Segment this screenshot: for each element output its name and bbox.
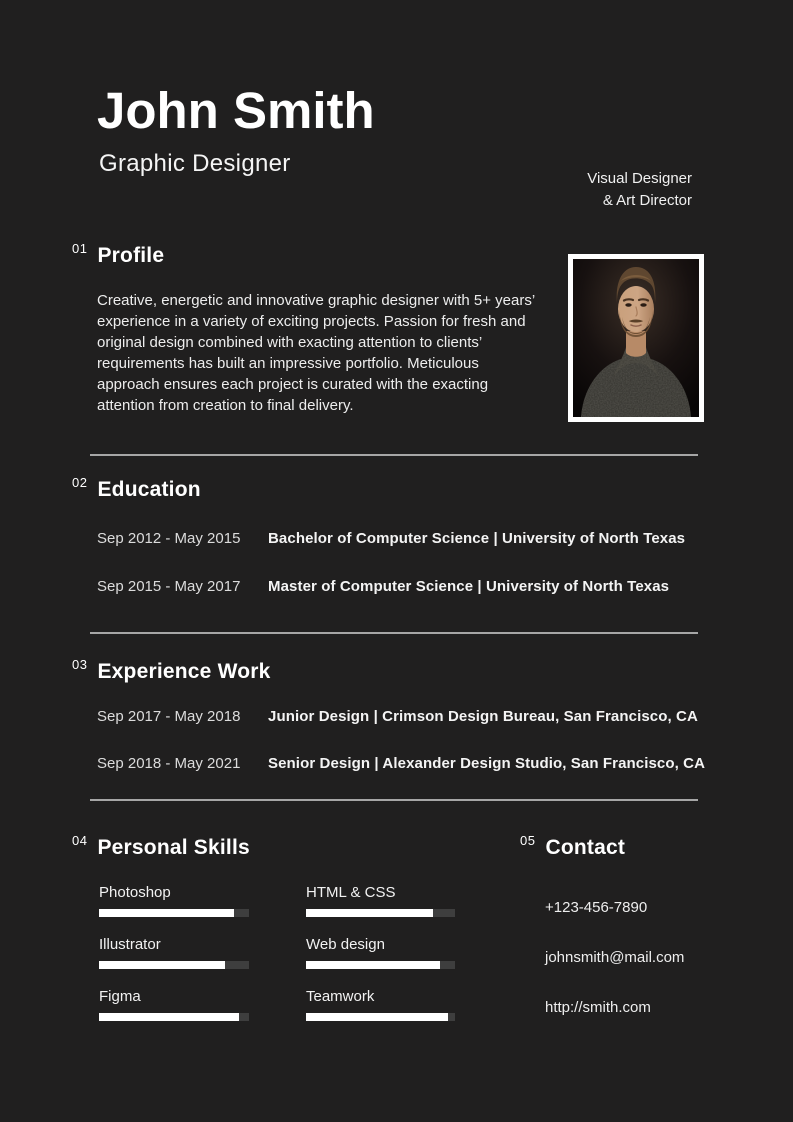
skill-bar-fill	[99, 1013, 239, 1021]
section-title-education: Education	[97, 478, 201, 501]
education-row	[97, 529, 685, 548]
person-job-title: Graphic Designer	[99, 150, 291, 177]
tagline-line1: Visual Designer	[587, 170, 692, 187]
divider	[90, 632, 698, 634]
profile-summary: Creative, energetic and innovative graphic designer with 5+ years’ experience in a variety of exciting projects. Passion for fresh and original design combined with exacting attention to clients’ requirements has built an impressive portfolio. Meticulous approach ensures each project is curated with the exacting attention from creation to final delivery.	[97, 292, 535, 414]
skill-bar-fill	[306, 961, 440, 969]
skill-label: Teamwork	[306, 988, 375, 1005]
portrait-illustration	[573, 259, 699, 417]
education-detail: Bachelor of Computer Science | University of North Texas	[268, 530, 686, 547]
section-heading-education	[72, 475, 201, 502]
experience-dates: Sep 2018 - May 2021	[97, 755, 241, 772]
education-detail: Master of Computer Science | University of North Texas	[268, 578, 670, 595]
skill-bar-fill	[99, 961, 225, 969]
divider	[90, 799, 698, 801]
section-heading-skills	[72, 833, 250, 860]
experience-row	[97, 754, 705, 773]
skill-bar-fill	[306, 1013, 448, 1021]
skill-bar-track	[99, 961, 249, 969]
section-heading-experience	[72, 657, 271, 684]
skill-bar-fill	[99, 909, 234, 917]
skill-web-design	[306, 936, 455, 969]
section-title-profile: Profile	[97, 244, 165, 267]
skill-label: HTML & CSS	[306, 884, 396, 901]
section-title-skills: Personal Skills	[97, 836, 250, 859]
skill-bar-track	[306, 909, 455, 917]
tagline-line2: & Art Director	[602, 192, 692, 209]
skills-grid	[99, 884, 455, 1021]
section-number-profile: 01	[72, 241, 88, 256]
section-number-contact: 05	[520, 833, 536, 848]
skill-label: Photoshop	[99, 884, 171, 901]
section-number-experience: 03	[72, 657, 88, 672]
section-title-experience: Experience Work	[97, 660, 271, 683]
section-number-skills: 04	[72, 833, 88, 848]
skill-photoshop	[99, 884, 249, 917]
education-row	[97, 577, 669, 596]
skill-bar-track	[99, 1013, 249, 1021]
skill-bar-track	[99, 909, 249, 917]
divider	[90, 454, 698, 456]
skill-label: Illustrator	[99, 936, 161, 953]
experience-detail: Junior Design | Crimson Design Bureau, San Francisco, CA	[268, 708, 698, 725]
profile-photo	[568, 254, 704, 422]
skill-illustrator	[99, 936, 249, 969]
experience-row	[97, 707, 698, 726]
section-heading-contact	[520, 833, 626, 860]
education-dates: Sep 2015 - May 2017	[97, 578, 241, 595]
skill-bar-track	[306, 1013, 455, 1021]
contact-phone: +123-456-7890	[545, 899, 648, 916]
education-dates: Sep 2012 - May 2015	[97, 530, 241, 547]
section-heading-profile	[72, 241, 165, 268]
tagline	[587, 168, 692, 212]
section-title-contact: Contact	[545, 836, 626, 859]
contact-email: johnsmith@mail.com	[545, 949, 685, 966]
person-name: John Smith	[97, 82, 375, 139]
skill-label: Figma	[99, 988, 141, 1005]
skill-label: Web design	[306, 936, 385, 953]
skill-teamwork	[306, 988, 455, 1021]
skill-bar-track	[306, 961, 455, 969]
experience-detail: Senior Design | Alexander Design Studio, San Francisco, CA	[268, 755, 706, 772]
section-number-education: 02	[72, 475, 88, 490]
experience-dates: Sep 2017 - May 2018	[97, 708, 241, 725]
contact-list	[545, 899, 684, 1049]
contact-website: http://smith.com	[545, 999, 651, 1016]
skill-bar-fill	[306, 909, 433, 917]
skill-html-css	[306, 884, 455, 917]
skill-figma	[99, 988, 249, 1021]
